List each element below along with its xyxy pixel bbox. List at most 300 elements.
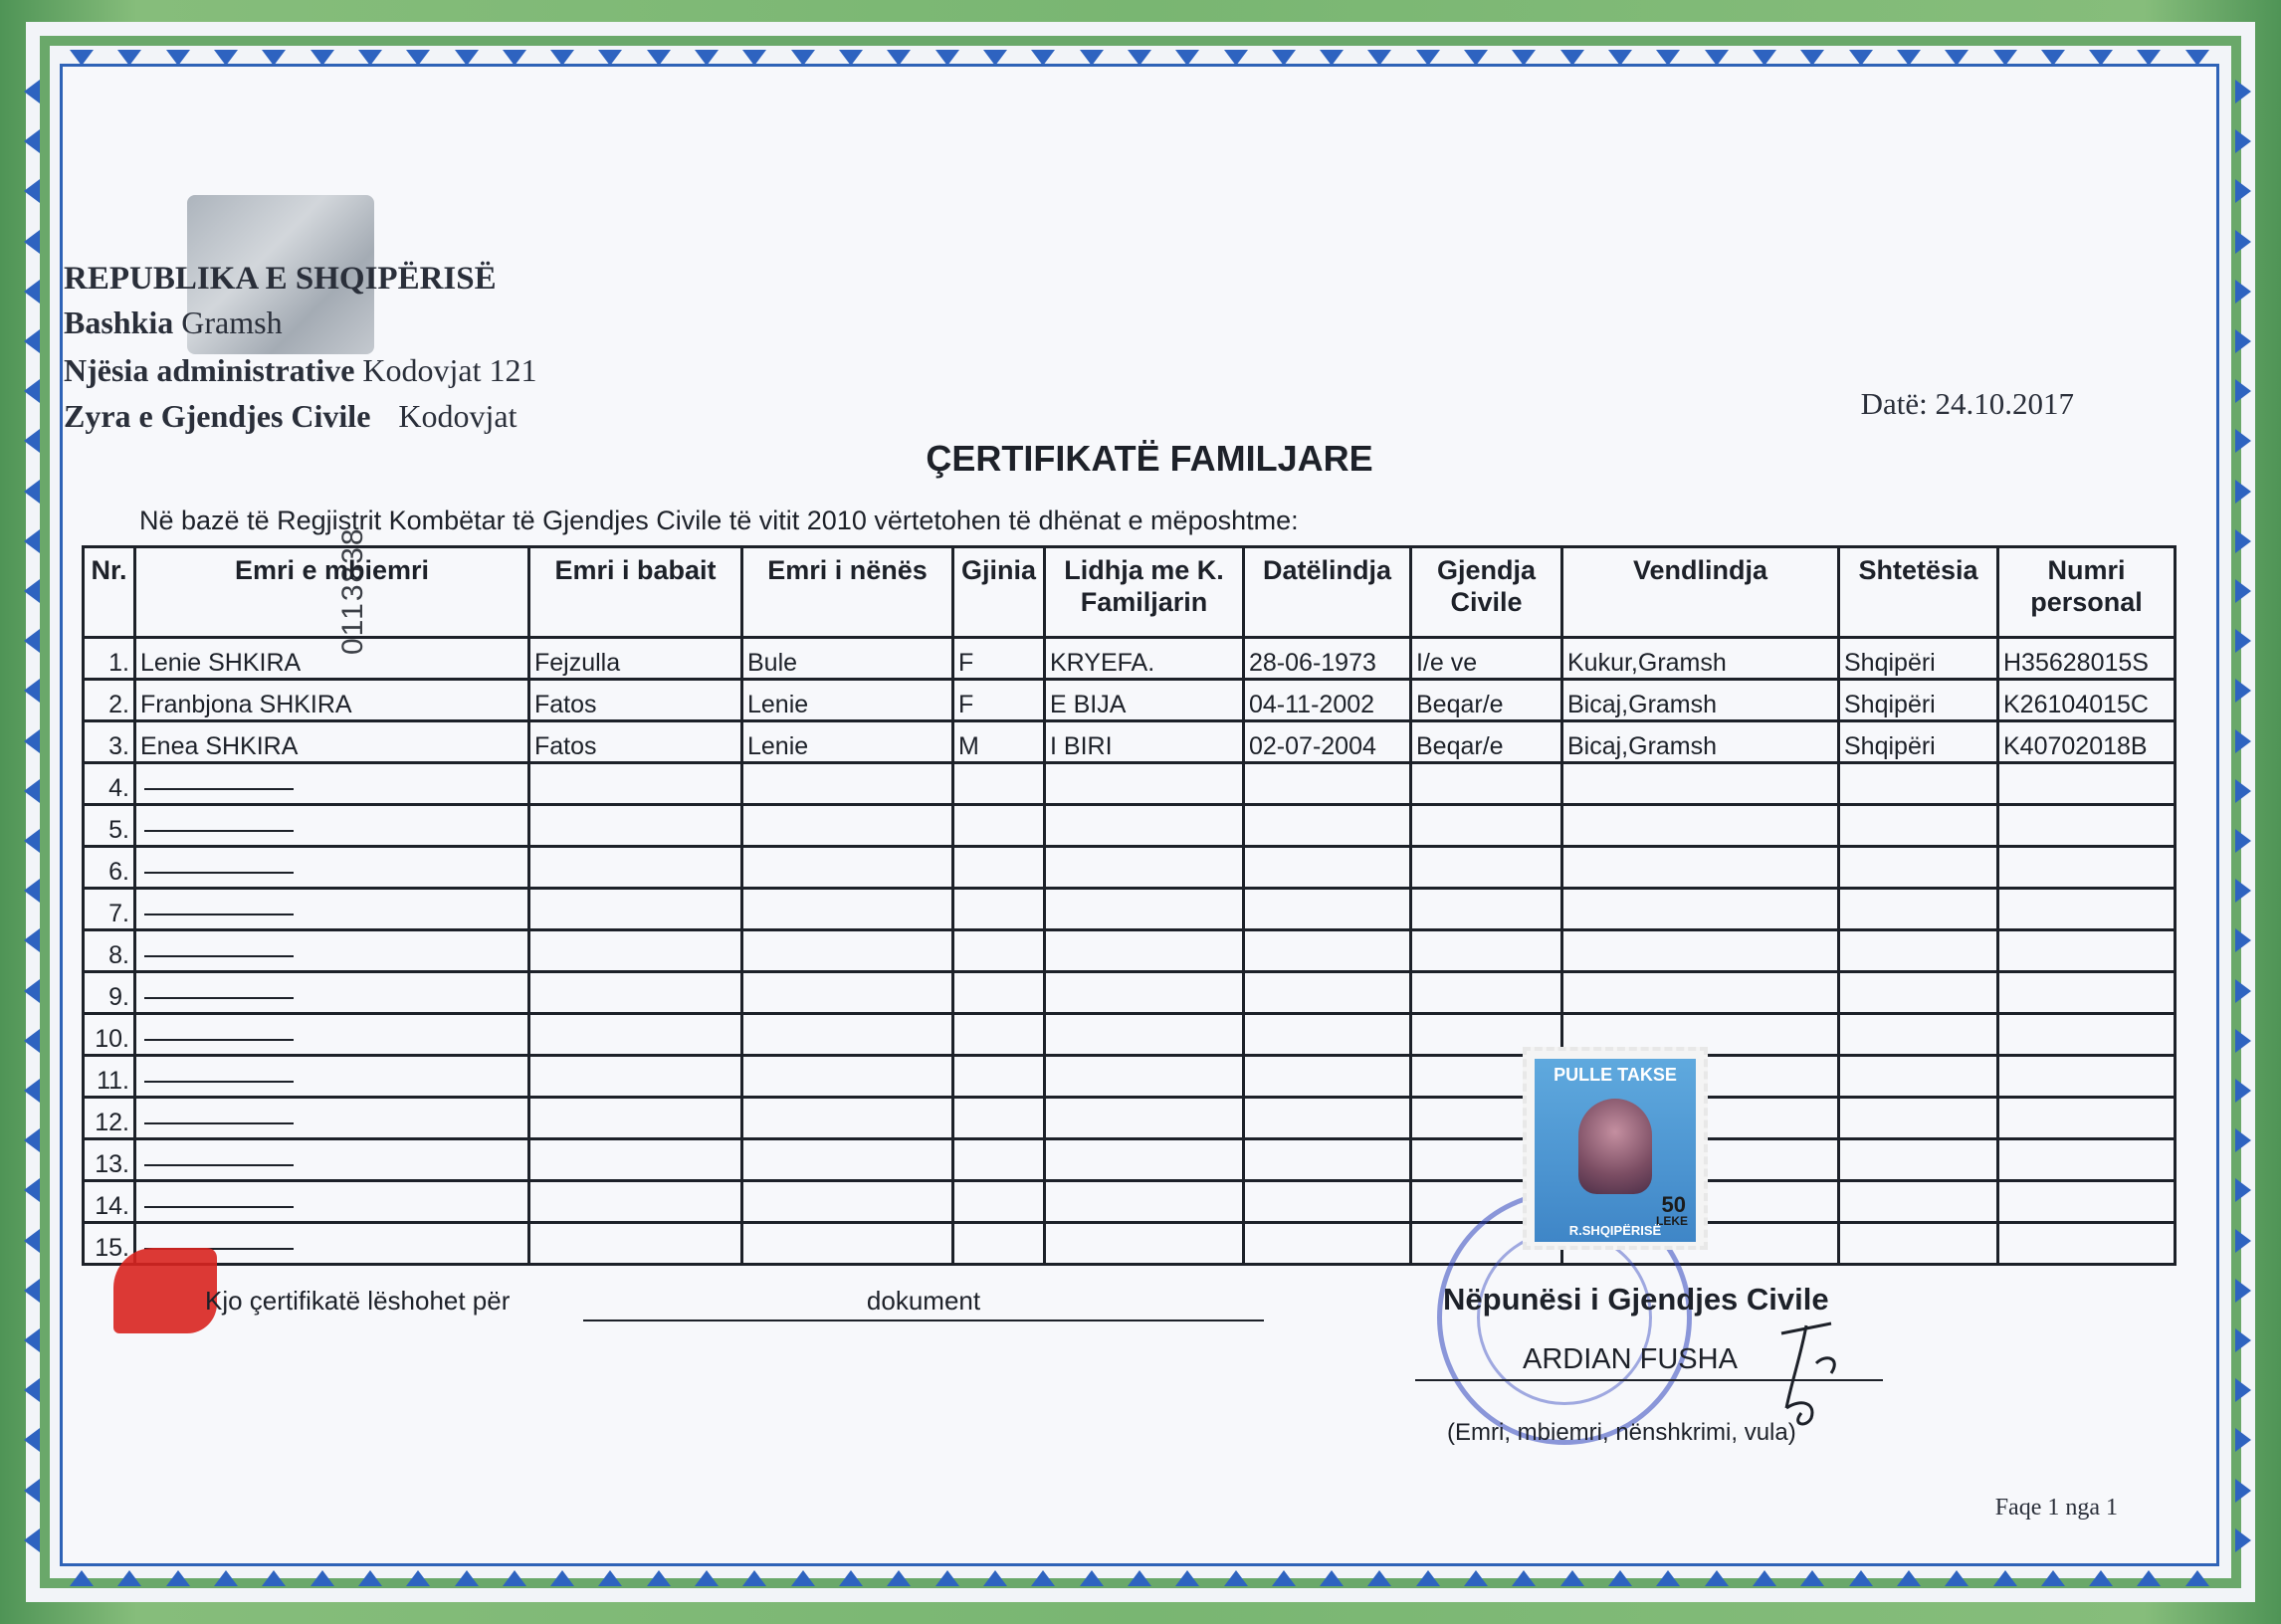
border-triangle-icon <box>2235 1479 2251 1503</box>
border-triangle-icon <box>24 1428 40 1452</box>
blank-line <box>144 997 294 999</box>
admin-unit-line <box>64 352 537 389</box>
cell-nr: 7. <box>84 889 135 930</box>
border-triangle-icon <box>647 50 671 66</box>
border-triangle-icon <box>1560 1570 1584 1586</box>
border-triangle-icon <box>406 1570 430 1586</box>
border-triangle-icon <box>1320 50 1344 66</box>
issued-for-label: Kjo çertifikatë lëshohet për <box>205 1286 511 1316</box>
border-triangle-icon <box>1128 1570 1151 1586</box>
cell-citizenship: Shqipëri <box>1839 680 1998 721</box>
border-triangle-icon <box>1705 50 1729 66</box>
border-triangle-icon <box>24 1328 40 1352</box>
border-triangle-icon <box>2235 1328 2251 1352</box>
cell-empty <box>1839 1181 1998 1223</box>
border-triangle-icon <box>24 1029 40 1053</box>
border-triangle-icon <box>24 679 40 703</box>
document-title: ÇERTIFIKATË FAMILJARE <box>926 438 1373 479</box>
border-triangle-icon <box>24 879 40 903</box>
border-triangle-icon <box>2041 1570 2065 1586</box>
cell-empty <box>1045 1056 1244 1098</box>
cell-empty <box>1562 805 1839 847</box>
cell-empty <box>529 889 742 930</box>
border-triangle-icon <box>2235 480 2251 504</box>
cell-name: Enea SHKIRA <box>135 721 529 763</box>
cell-empty <box>1998 1139 2176 1181</box>
blank-line <box>144 872 294 874</box>
table-row <box>84 1098 2176 1139</box>
cell-empty <box>953 1056 1045 1098</box>
cell-birthdate: 04-11-2002 <box>1244 680 1411 721</box>
cell-birthplace: Kukur,Gramsh <box>1562 638 1839 680</box>
border-triangle-icon <box>1128 50 1151 66</box>
border-triangle-icon <box>24 579 40 603</box>
column-header: Numri personal <box>1998 547 2176 638</box>
cell-empty <box>1998 1223 2176 1265</box>
cell-nr: 10. <box>84 1014 135 1056</box>
table-row <box>84 972 2176 1014</box>
cell-gender: F <box>953 680 1045 721</box>
cell-nr: 2. <box>84 680 135 721</box>
cell-empty <box>953 889 1045 930</box>
cell-empty <box>1244 763 1411 805</box>
office-line <box>64 398 517 435</box>
table-row <box>84 805 2176 847</box>
cell-nr: 4. <box>84 763 135 805</box>
cell-civil-status: I/e ve <box>1411 638 1562 680</box>
border-triangle-icon <box>2235 179 2251 203</box>
border-triangle-icon <box>2235 879 2251 903</box>
column-header: Gjendja Civile <box>1411 547 1562 638</box>
cell-nr: 8. <box>84 930 135 972</box>
cell-empty <box>529 1223 742 1265</box>
cell-personal-no: H35628015S <box>1998 638 2176 680</box>
cell-nr: 14. <box>84 1181 135 1223</box>
border-triangle-icon <box>2235 1528 2251 1552</box>
cell-empty <box>1998 1181 2176 1223</box>
border-triangle-icon <box>503 50 526 66</box>
cell-citizenship: Shqipëri <box>1839 721 1998 763</box>
cell-empty <box>742 1056 953 1098</box>
cell-empty <box>953 972 1045 1014</box>
border-triangle-icon <box>24 729 40 753</box>
cell-birthdate: 02-07-2004 <box>1244 721 1411 763</box>
cell-mother: Lenie <box>742 721 953 763</box>
cell-empty <box>953 847 1045 889</box>
border-triangles-bottom <box>70 1570 2209 1586</box>
cell-empty <box>1839 1139 1998 1181</box>
border-triangle-icon <box>214 1570 238 1586</box>
border-triangle-icon <box>695 1570 719 1586</box>
blank-line <box>144 830 294 832</box>
cell-empty <box>1244 1223 1411 1265</box>
cell-empty <box>1839 1014 1998 1056</box>
intro-text: Në bazë të Regjistrit Kombëtar të Gjendjes Civile të vitit 2010 vërtetohen të dhënat e mëposhtme: <box>139 506 1299 535</box>
cell-empty <box>742 889 953 930</box>
cell-empty <box>1839 805 1998 847</box>
border-triangle-icon <box>2235 1079 2251 1103</box>
blank-line <box>144 1122 294 1124</box>
blank-line <box>144 955 294 957</box>
cell-empty <box>1562 763 1839 805</box>
table-row <box>84 1139 2176 1181</box>
border-triangle-icon <box>311 1570 334 1586</box>
cell-empty <box>1411 930 1562 972</box>
table-header-row <box>84 547 2176 638</box>
border-triangle-icon <box>1031 50 1055 66</box>
cell-personal-no: K26104015C <box>1998 680 2176 721</box>
serial-number: 0113838 <box>336 526 369 655</box>
border-triangle-icon <box>2235 729 2251 753</box>
border-triangle-icon <box>2235 1178 2251 1202</box>
cell-name: Franbjona SHKIRA <box>135 680 529 721</box>
border-triangle-icon <box>262 1570 286 1586</box>
cell-name <box>135 972 529 1014</box>
border-triangle-icon <box>166 1570 190 1586</box>
cell-civil-status: Beqar/e <box>1411 721 1562 763</box>
border-triangle-icon <box>1656 50 1680 66</box>
cell-empty <box>742 930 953 972</box>
cell-empty <box>1839 847 1998 889</box>
table-row <box>84 1056 2176 1098</box>
border-triangle-icon <box>2235 1229 2251 1253</box>
border-triangle-icon <box>24 1229 40 1253</box>
cell-empty <box>1839 889 1998 930</box>
cell-empty <box>1045 1223 1244 1265</box>
border-triangle-icon <box>24 179 40 203</box>
border-triangle-icon <box>24 1079 40 1103</box>
cell-civil-status: Beqar/e <box>1411 680 1562 721</box>
border-triangle-icon <box>2235 979 2251 1003</box>
border-triangle-icon <box>2235 429 2251 453</box>
border-triangle-icon <box>24 779 40 803</box>
border-triangle-icon <box>24 928 40 952</box>
cell-nr: 12. <box>84 1098 135 1139</box>
border-triangle-icon <box>1800 1570 1824 1586</box>
border-triangle-icon <box>2235 629 2251 653</box>
cell-empty <box>529 1014 742 1056</box>
border-triangles-top <box>70 50 2209 66</box>
border-triangle-icon <box>791 1570 815 1586</box>
border-triangle-icon <box>1464 1570 1488 1586</box>
border-triangle-icon <box>455 1570 479 1586</box>
cell-father: Fatos <box>529 721 742 763</box>
cell-empty <box>1562 889 1839 930</box>
cell-gender: M <box>953 721 1045 763</box>
border-triangle-icon <box>1224 50 1248 66</box>
cell-empty <box>1045 763 1244 805</box>
column-header: Vendlindja <box>1562 547 1839 638</box>
border-triangle-icon <box>1849 1570 1873 1586</box>
border-triangle-icon <box>1224 1570 1248 1586</box>
issue-date: Datë: 24.10.2017 <box>1860 386 2074 421</box>
red-seal-mark <box>113 1248 217 1333</box>
border-triangle-icon <box>1656 1570 1680 1586</box>
border-triangle-icon <box>455 50 479 66</box>
cell-relation: E BIJA <box>1045 680 1244 721</box>
border-triangle-icon <box>24 1178 40 1202</box>
border-triangle-icon <box>24 129 40 153</box>
border-triangle-icon <box>2185 1570 2209 1586</box>
cell-empty <box>529 1056 742 1098</box>
border-triangle-icon <box>2185 50 2209 66</box>
border-triangle-icon <box>2235 379 2251 403</box>
cell-empty <box>1839 972 1998 1014</box>
signature-caption: (Emri, mbiemri, nënshkrimi, vula) <box>1447 1419 1796 1446</box>
cell-empty <box>1411 889 1562 930</box>
border-triangle-icon <box>983 1570 1007 1586</box>
border-triangle-icon <box>1175 50 1199 66</box>
border-triangle-icon <box>742 50 766 66</box>
municipality-line <box>64 304 283 341</box>
cell-relation: KRYEFA. <box>1045 638 1244 680</box>
border-triangle-icon <box>311 50 334 66</box>
border-triangle-icon <box>742 1570 766 1586</box>
border-triangle-icon <box>24 1279 40 1303</box>
border-triangle-icon <box>2235 280 2251 304</box>
border-triangle-icon <box>1320 1570 1344 1586</box>
border-triangle-icon <box>24 329 40 353</box>
cell-empty <box>1244 1014 1411 1056</box>
table-row <box>84 930 2176 972</box>
cell-empty <box>742 972 953 1014</box>
border-triangle-icon <box>550 1570 574 1586</box>
cell-nr: 13. <box>84 1139 135 1181</box>
cell-empty <box>953 930 1045 972</box>
border-triangle-icon <box>791 50 815 66</box>
border-triangle-icon <box>117 1570 141 1586</box>
cell-empty <box>742 1098 953 1139</box>
border-triangle-icon <box>839 50 863 66</box>
family-members-table <box>82 545 2177 1266</box>
border-triangle-icon <box>2235 928 2251 952</box>
border-triangle-icon <box>1560 50 1584 66</box>
cell-nr: 6. <box>84 847 135 889</box>
border-triangle-icon <box>887 1570 911 1586</box>
admin-unit-label: Njësia administrative <box>64 352 355 388</box>
border-triangle-icon <box>1800 50 1824 66</box>
office-value: Kodovjat <box>398 398 518 434</box>
cell-empty <box>1045 1014 1244 1056</box>
border-triangle-icon <box>1367 1570 1391 1586</box>
border-triangle-icon <box>24 379 40 403</box>
border-triangle-icon <box>2235 779 2251 803</box>
border-triangle-icon <box>1272 50 1296 66</box>
border-triangle-icon <box>1753 1570 1776 1586</box>
cell-empty <box>742 805 953 847</box>
blank-line <box>144 914 294 915</box>
border-triangle-icon <box>1608 1570 1632 1586</box>
admin-unit-value: Kodovjat 121 <box>362 352 537 388</box>
border-triangle-icon <box>24 829 40 853</box>
cell-empty <box>1244 805 1411 847</box>
border-triangle-icon <box>2137 1570 2161 1586</box>
cell-name <box>135 1098 529 1139</box>
cell-empty <box>1244 1056 1411 1098</box>
cell-empty <box>1998 1098 2176 1139</box>
cell-mother: Bule <box>742 638 953 680</box>
cell-empty <box>1045 1098 1244 1139</box>
document-purpose: dokument <box>866 1286 981 1316</box>
border-triangle-icon <box>1080 50 1104 66</box>
cell-empty <box>1839 763 1998 805</box>
table-row <box>84 638 2176 680</box>
border-triangles-right <box>2235 80 2251 1552</box>
portrait-icon <box>1578 1099 1652 1194</box>
cell-empty <box>1839 1223 1998 1265</box>
cell-empty <box>953 1223 1045 1265</box>
cell-empty <box>1411 972 1562 1014</box>
border-triangle-icon <box>2235 129 2251 153</box>
table-row <box>84 1181 2176 1223</box>
cell-nr: 9. <box>84 972 135 1014</box>
cell-name <box>135 1139 529 1181</box>
cell-empty <box>1045 972 1244 1014</box>
border-triangle-icon <box>2235 829 2251 853</box>
border-triangle-icon <box>2089 1570 2113 1586</box>
cell-name <box>135 763 529 805</box>
border-triangle-icon <box>24 480 40 504</box>
border-triangle-icon <box>117 50 141 66</box>
cell-empty <box>953 1139 1045 1181</box>
tax-stamp-country: R.SHQIPËRISË <box>1568 1223 1662 1238</box>
border-triangle-icon <box>24 1479 40 1503</box>
cell-empty <box>742 763 953 805</box>
cell-empty <box>529 1098 742 1139</box>
blank-line <box>144 1164 294 1166</box>
border-triangle-icon <box>1367 50 1391 66</box>
cell-name <box>135 805 529 847</box>
cell-empty <box>1244 847 1411 889</box>
column-header: Nr. <box>84 547 135 638</box>
border-triangle-icon <box>24 979 40 1003</box>
border-triangle-icon <box>550 50 574 66</box>
officer-title: Nëpunësi i Gjendjes Civile <box>1443 1282 1829 1317</box>
cell-birthplace: Bicaj,Gramsh <box>1562 680 1839 721</box>
office-label: Zyra e Gjendjes Civile <box>64 398 371 434</box>
cell-empty <box>529 847 742 889</box>
border-triangle-icon <box>2235 1029 2251 1053</box>
cell-empty <box>742 1181 953 1223</box>
border-triangle-icon <box>1897 1570 1921 1586</box>
cell-father: Fatos <box>529 680 742 721</box>
blank-line <box>144 788 294 790</box>
cell-empty <box>1839 930 1998 972</box>
cell-empty <box>953 763 1045 805</box>
municipality-value: Gramsh <box>181 304 283 340</box>
border-triangle-icon <box>2235 329 2251 353</box>
page-number: Faqe 1 nga 1 <box>1994 1495 2118 1521</box>
table-row <box>84 889 2176 930</box>
cell-personal-no: K40702018B <box>1998 721 2176 763</box>
border-triangle-icon <box>1993 50 2017 66</box>
border-triangle-icon <box>1945 1570 1969 1586</box>
border-triangle-icon <box>598 50 622 66</box>
cell-name <box>135 1181 529 1223</box>
border-triangle-icon <box>839 1570 863 1586</box>
border-triangle-icon <box>1897 50 1921 66</box>
border-triangle-icon <box>24 1378 40 1402</box>
officer-name: ARDIAN FUSHA <box>1523 1343 1738 1375</box>
border-triangle-icon <box>1416 50 1440 66</box>
border-triangle-icon <box>24 629 40 653</box>
table-row <box>84 847 2176 889</box>
border-triangle-icon <box>358 1570 382 1586</box>
table-row <box>84 721 2176 763</box>
cell-empty <box>1562 930 1839 972</box>
cell-empty <box>1998 889 2176 930</box>
border-triangle-icon <box>2235 1128 2251 1152</box>
cell-nr: 1. <box>84 638 135 680</box>
cell-empty <box>529 1139 742 1181</box>
border-triangle-icon <box>70 50 94 66</box>
cell-empty <box>1244 930 1411 972</box>
border-triangle-icon <box>1608 50 1632 66</box>
cell-empty <box>529 1181 742 1223</box>
cell-empty <box>1411 805 1562 847</box>
cell-nr: 3. <box>84 721 135 763</box>
cell-nr: 11. <box>84 1056 135 1098</box>
border-triangle-icon <box>695 50 719 66</box>
cell-empty <box>742 1223 953 1265</box>
cell-empty <box>529 972 742 1014</box>
cell-name <box>135 889 529 930</box>
cell-name: Lenie SHKIRA <box>135 638 529 680</box>
cell-empty <box>1998 1056 2176 1098</box>
border-triangle-icon <box>166 50 190 66</box>
border-triangle-icon <box>2235 80 2251 103</box>
cell-empty <box>1562 972 1839 1014</box>
cell-empty <box>1045 930 1244 972</box>
border-triangle-icon <box>1080 1570 1104 1586</box>
border-triangle-icon <box>983 50 1007 66</box>
cell-empty <box>953 1098 1045 1139</box>
border-triangle-icon <box>1993 1570 2017 1586</box>
border-triangle-icon <box>1031 1570 1055 1586</box>
cell-empty <box>953 805 1045 847</box>
table-row <box>84 680 2176 721</box>
column-header: Gjinia <box>953 547 1045 638</box>
cell-empty <box>742 1139 953 1181</box>
border-triangle-icon <box>1416 1570 1440 1586</box>
cell-empty <box>1045 805 1244 847</box>
border-triangle-icon <box>1272 1570 1296 1586</box>
cell-citizenship: Shqipëri <box>1839 638 1998 680</box>
cell-empty <box>1244 972 1411 1014</box>
border-triangle-icon <box>262 50 286 66</box>
column-header: Lidhja me K. Familjarin <box>1045 547 1244 638</box>
border-triangles-left <box>24 80 40 1552</box>
column-header: Emri i babait <box>529 547 742 638</box>
handwritten-signature <box>1762 1314 1851 1433</box>
cell-empty <box>1998 1014 2176 1056</box>
republic-heading: REPUBLIKA E SHQIPËRISË <box>64 261 497 297</box>
table-body <box>84 638 2176 1265</box>
border-triangle-icon <box>24 280 40 304</box>
blank-line <box>144 1081 294 1083</box>
border-triangle-icon <box>887 50 911 66</box>
border-triangle-icon <box>24 230 40 254</box>
border-triangle-icon <box>2235 529 2251 553</box>
cell-name <box>135 1014 529 1056</box>
cell-empty <box>1998 972 2176 1014</box>
cell-birthplace: Bicaj,Gramsh <box>1562 721 1839 763</box>
cell-empty <box>1411 847 1562 889</box>
border-triangle-icon <box>24 1128 40 1152</box>
cell-empty <box>529 763 742 805</box>
border-triangle-icon <box>1705 1570 1729 1586</box>
border-triangle-icon <box>70 1570 94 1586</box>
